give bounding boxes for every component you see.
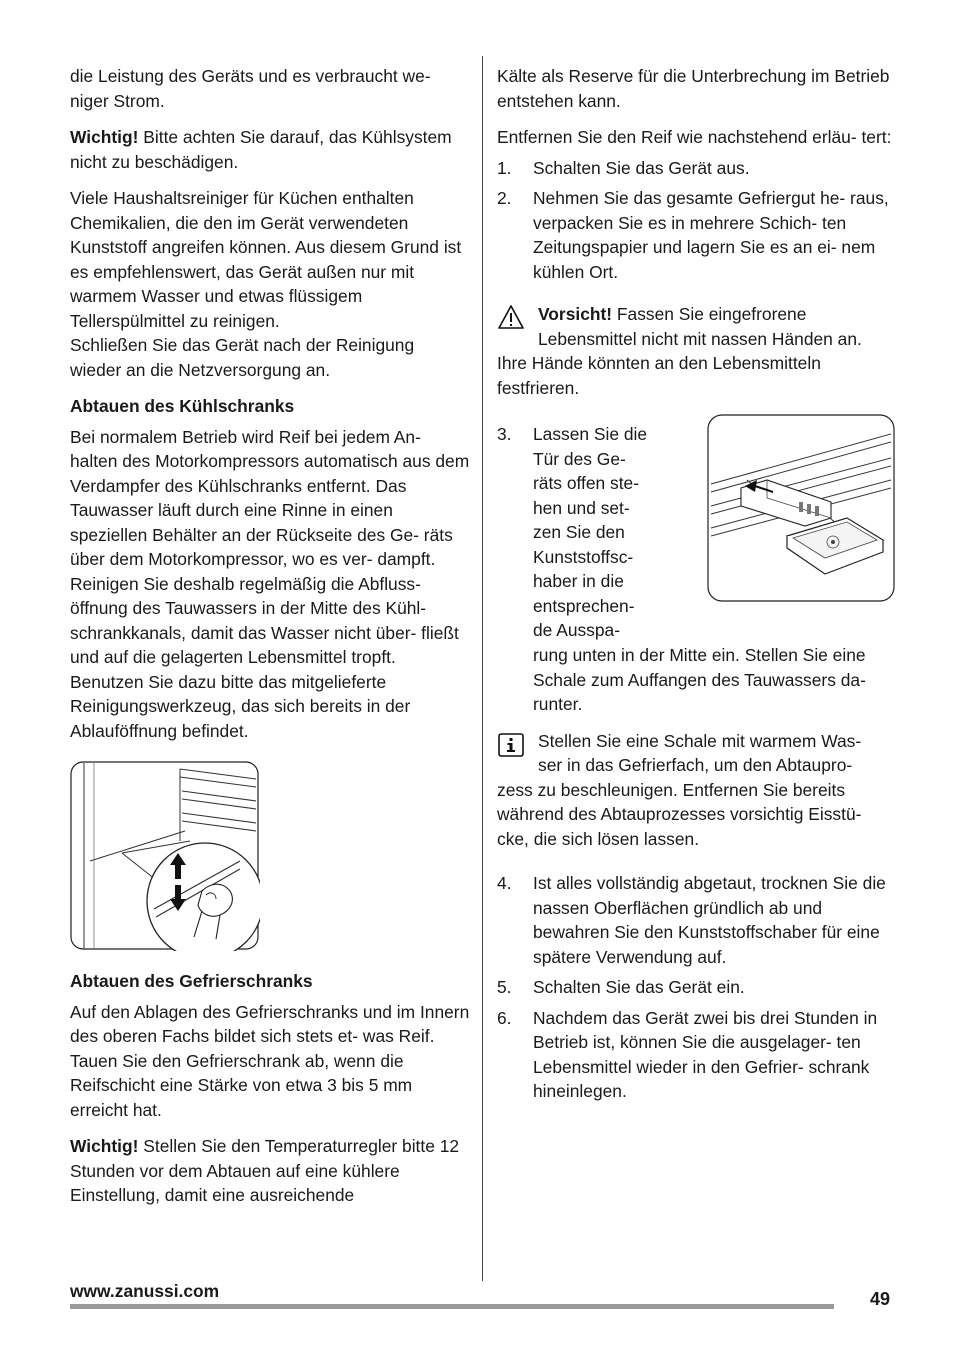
list-item-text: Schalten Sie das Gerät aus. bbox=[533, 157, 750, 178]
step-3-line: hen und set- bbox=[533, 497, 630, 518]
paragraph: Kälte als Reserve für die Unterbrechung im Betrieb entstehen kann. bbox=[497, 66, 890, 111]
footer-rule bbox=[70, 1304, 834, 1309]
step-3-with-figure bbox=[497, 422, 897, 643]
page-number: 49 bbox=[870, 1289, 891, 1309]
list-item-text: Ist alles vollständig abgetaut, trocknen Sie die nassen Oberflächen gründlich ab und bewahren Sie den Kunststoffschaber für eine spätere Verwendung auf. bbox=[533, 873, 886, 967]
list-item-text: Nachdem das Gerät zwei bis drei Stunden in Betrieb ist, können Sie die ausgelager- ten Lebensmittel wieder in den Gefrier- schrank hineinlegen. bbox=[533, 1007, 878, 1101]
list-item bbox=[497, 975, 897, 1000]
step-3-line: Kunststoffsc- bbox=[533, 546, 634, 567]
list-item-number: 2. bbox=[497, 188, 512, 208]
paragraph: Bei normalem Betrieb wird Reif bei jedem An- halten des Motorkompressors automatisch aus dem Verdampfer des Kühlschranks entfernt. Das Tauwasser läuft durch eine Rinne in einen speziellen Behälter an der Rückseite des Ge- räts über dem Motorkompressor, wo es ver- dampft. bbox=[70, 426, 470, 569]
list-item bbox=[497, 871, 897, 969]
list-item-text: Nehmen Sie das gesamte Gefriergut he- raus, verpacken Sie es in mehrere Schich- ten Zeitungspapier und lagern Sie es an ei- nem kühlen Ort. bbox=[533, 188, 889, 282]
step-3-line: Tür des Ge- bbox=[533, 448, 626, 469]
footer-website-link[interactable]: www.zanussi.com bbox=[70, 1281, 220, 1301]
left-column bbox=[70, 64, 470, 1208]
info-text-rest: zess zu beschleunigen. Entfernen Sie bereits während des Abtauprozesses vorsichtig Eisstü- cke, die sich lösen lassen. bbox=[497, 779, 862, 849]
info-note bbox=[497, 729, 897, 852]
list-item-number: 1. bbox=[497, 157, 512, 178]
caution-note bbox=[497, 302, 897, 400]
fridge-drain-cleaning-illustration bbox=[70, 761, 260, 951]
step-3-text bbox=[533, 422, 703, 643]
paragraph: Viele Haushaltsreiniger für Küchen enthalten Chemikalien, die den im Gerät verwendeten Kunststoff angreifen können. Aus diesem Grund ist es empfehlenswert, das Gerät außen nur mit warmem Wasser und etwas flüssigem Tellerspülmittel zu reinigen. bbox=[70, 188, 462, 331]
list-item bbox=[497, 1006, 897, 1104]
section-heading: Abtauen des Gefrierschranks bbox=[70, 971, 313, 991]
list-item bbox=[497, 156, 897, 181]
important-note bbox=[70, 1134, 470, 1208]
list-item-number: 5. bbox=[497, 977, 512, 997]
list-item-number: 3. bbox=[497, 424, 512, 444]
list-item-number: 4. bbox=[497, 873, 512, 893]
list-item bbox=[497, 186, 897, 284]
paragraph: Schließen Sie das Gerät nach der Reinigung wieder an die Netzversorgung an. bbox=[70, 335, 415, 380]
step-3-line: entsprechen- bbox=[533, 595, 635, 616]
caution-line: Lebensmittel nicht mit nassen Händen an. bbox=[538, 328, 862, 349]
step-3-text-rest: rung unten in der Mitte ein. Stellen Sie eine Schale zum Auffangen des Tauwassers da- runter. bbox=[533, 645, 866, 714]
important-note bbox=[70, 125, 470, 174]
info-line: Stellen Sie eine Schale mit warmem Was- bbox=[538, 730, 862, 751]
step-3-line: haber in die bbox=[533, 571, 624, 591]
list-item-text: Schalten Sie das Gerät ein. bbox=[533, 977, 745, 997]
freezer-scraper-illustration bbox=[707, 414, 895, 602]
paragraph: die Leistung des Geräts und es verbraucht we- niger Strom. bbox=[70, 66, 431, 111]
paragraph: Reinigen Sie deshalb regelmäßig die Abfluss- öffnung des Tauwassers in der Mitte des Kühl- schrankkanals, damit das Wasser nicht über- fließt und auf die gelagerten Lebensmittel tropft. Benutzen Sie dazu bitte das mitgelieferte Reinigungswerkzeug, das sich bereits in der Ablauföffnung befindet. bbox=[70, 573, 459, 741]
caution-text: Fassen Sie eingefrorene bbox=[612, 304, 807, 324]
important-text: Bitte achten Sie darauf, das Kühlsystem nicht zu beschädigen. bbox=[70, 127, 452, 172]
caution-line bbox=[497, 302, 897, 327]
paragraph: Auf den Ablagen des Gefrierschranks und im Innern des oberen Fachs bildet sich stets et- was Reif. bbox=[70, 1001, 470, 1046]
column-divider bbox=[482, 56, 483, 1281]
important-label: Wichtig! bbox=[70, 1136, 139, 1156]
caution-text-rest: Ihre Hände könnten an den Lebensmitteln festfrieren. bbox=[497, 353, 821, 398]
section-heading: Abtauen des Kühlschranks bbox=[70, 396, 295, 416]
right-column bbox=[497, 64, 897, 1104]
step-3-line: de Ausspa- bbox=[533, 620, 621, 640]
info-line: ser in das Gefrierfach, um den Abtaupro- bbox=[538, 755, 853, 775]
paragraph: Tauen Sie den Gefrierschrank ab, wenn die Reifschicht eine Stärke von etwa 3 bis 5 mm erreicht hat. bbox=[70, 1050, 413, 1120]
step-3-line: räts offen ste- bbox=[533, 473, 640, 493]
important-text: Stellen Sie den Temperaturregler bitte 12 Stunden vor dem Abtauen auf eine kühlere Einstellung, damit eine ausreichende bbox=[70, 1136, 460, 1205]
caution-label: Vorsicht! bbox=[538, 304, 613, 324]
step-3-line: zen Sie den bbox=[533, 522, 625, 542]
list-item-number: 6. bbox=[497, 1007, 512, 1028]
paragraph: Entfernen Sie den Reif wie nachstehend erläu- tert: bbox=[497, 127, 892, 147]
warning-triangle-icon bbox=[497, 304, 525, 330]
step-3-line: Lassen Sie die bbox=[533, 424, 648, 444]
info-icon bbox=[497, 732, 525, 758]
important-label: Wichtig! bbox=[70, 127, 139, 147]
